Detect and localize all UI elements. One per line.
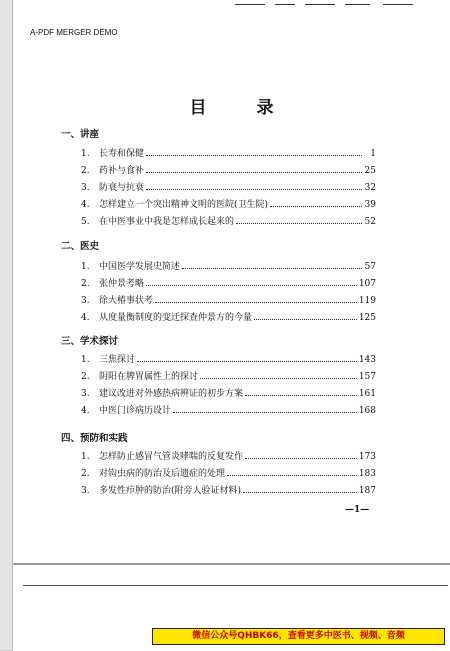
entry-number: 2. bbox=[81, 469, 90, 479]
entry-page: 57 bbox=[364, 262, 376, 272]
dot-leader bbox=[227, 475, 357, 476]
entry-page: 32 bbox=[364, 183, 376, 193]
dot-leader bbox=[182, 268, 362, 269]
entry-title: 从度量衡制度的变迁探查仲景方的今量 bbox=[99, 313, 253, 323]
toc-entry[interactable] bbox=[81, 466, 376, 479]
dot-leader bbox=[200, 378, 357, 379]
toc-entry[interactable] bbox=[81, 163, 376, 176]
entry-page: 161 bbox=[358, 389, 376, 399]
entry-number: 3. bbox=[81, 389, 90, 399]
promo-banner[interactable]: 微信公众号QHBK66，查看更多中医书、视频、音频 bbox=[152, 628, 445, 645]
next-page-rule bbox=[23, 585, 448, 586]
entry-page: 173 bbox=[358, 452, 376, 462]
viewer-left-edge bbox=[0, 0, 13, 650]
entry-page: 187 bbox=[358, 486, 376, 496]
entry-page: 125 bbox=[358, 313, 376, 323]
entry-title: 中国医学发展史简述 bbox=[99, 262, 181, 272]
entry-number: 4. bbox=[81, 200, 90, 210]
dot-leader bbox=[245, 458, 357, 459]
entry-title: 徐大椿事状考 bbox=[99, 296, 154, 306]
dot-leader bbox=[243, 492, 357, 493]
section-heading: 二、医史 bbox=[61, 241, 100, 252]
dot-leader bbox=[254, 319, 357, 320]
entry-page: 39 bbox=[364, 200, 376, 210]
top-rule bbox=[275, 4, 295, 5]
entry-number: 1. bbox=[81, 262, 90, 272]
entry-title: 怎样建立一个突出精神文明的医院(卫生院) bbox=[99, 200, 269, 210]
toc-entry[interactable] bbox=[81, 180, 376, 193]
entry-number: 5. bbox=[81, 217, 90, 227]
toc-entry[interactable] bbox=[81, 310, 376, 323]
dot-leader bbox=[146, 285, 357, 286]
entry-number: 3. bbox=[81, 486, 90, 496]
toc-entry[interactable] bbox=[81, 449, 376, 462]
toc-entry[interactable] bbox=[81, 352, 376, 365]
entry-number: 3. bbox=[81, 296, 90, 306]
dot-leader bbox=[146, 189, 362, 190]
dot-leader bbox=[146, 155, 362, 156]
entry-title: 在中医事业中我是怎样成长起来的 bbox=[99, 217, 235, 227]
entry-title: 药补与食补 bbox=[99, 166, 145, 176]
entry-title: 怎样防止感冒气管炎哮喘的反复发作 bbox=[99, 452, 244, 462]
entry-title: 长寿和保健 bbox=[99, 149, 145, 159]
entry-number: 1. bbox=[81, 355, 90, 365]
demo-watermark: A-PDF MERGER DEMO bbox=[30, 28, 118, 37]
section-heading: 一、讲座 bbox=[61, 129, 100, 140]
dot-leader bbox=[155, 302, 357, 303]
top-rule bbox=[305, 4, 335, 5]
entry-title: 阴阳在脾胃属性上的探讨 bbox=[99, 372, 199, 382]
entry-page: 157 bbox=[358, 372, 376, 382]
dot-leader bbox=[236, 223, 362, 224]
dot-leader bbox=[173, 412, 357, 413]
entry-page: 1 bbox=[370, 149, 376, 159]
entry-number: 1. bbox=[81, 149, 90, 159]
section-heading: 四、预防和实践 bbox=[61, 433, 128, 444]
entry-page: 168 bbox=[358, 406, 376, 416]
entry-title: 对钩虫病的防治及后遗症的处理 bbox=[99, 469, 226, 479]
entry-page: 143 bbox=[358, 355, 376, 365]
toc-entry[interactable] bbox=[81, 197, 376, 210]
toc-entry[interactable] bbox=[81, 146, 376, 159]
entry-title: 张仲景考略 bbox=[99, 279, 145, 289]
dot-leader bbox=[146, 172, 362, 173]
entry-title: 防衰与抗衰 bbox=[99, 183, 145, 193]
top-rule bbox=[235, 4, 265, 5]
dot-leader bbox=[137, 361, 357, 362]
entry-page: 183 bbox=[358, 469, 376, 479]
section-heading: 三、学术探讨 bbox=[61, 336, 119, 347]
toc-entry[interactable] bbox=[81, 276, 376, 289]
entry-title: 三焦探讨 bbox=[99, 355, 136, 365]
toc-entry[interactable] bbox=[81, 369, 376, 382]
entry-number: 2. bbox=[81, 166, 90, 176]
entry-page: 25 bbox=[364, 166, 376, 176]
toc-title: 目 录 bbox=[189, 98, 296, 118]
entry-title: 多发性疖肿的防治(附旁人验证材料) bbox=[99, 486, 242, 496]
entry-number: 4. bbox=[81, 406, 90, 416]
document-page bbox=[13, 0, 450, 563]
top-rule bbox=[345, 4, 370, 5]
entry-title: 中医门诊病历设计 bbox=[99, 406, 172, 416]
entry-number: 2. bbox=[81, 372, 90, 382]
dot-leader bbox=[245, 395, 357, 396]
entry-number: 1. bbox=[81, 452, 90, 462]
entry-title: 建议改进对外感热病辨证的初步方案 bbox=[99, 389, 244, 399]
toc-entry[interactable] bbox=[81, 403, 376, 416]
entry-page: 119 bbox=[358, 296, 376, 306]
toc-entry[interactable] bbox=[81, 483, 376, 496]
entry-number: 3. bbox=[81, 183, 90, 193]
toc-entry[interactable] bbox=[81, 214, 376, 227]
dot-leader bbox=[270, 206, 362, 207]
page-number: —1— bbox=[345, 505, 370, 515]
entry-number: 4. bbox=[81, 313, 90, 323]
top-rule bbox=[383, 4, 413, 5]
entry-number: 2. bbox=[81, 279, 90, 289]
toc-entry[interactable] bbox=[81, 259, 376, 272]
entry-page: 52 bbox=[364, 217, 376, 227]
toc-entry[interactable] bbox=[81, 293, 376, 306]
toc-entry[interactable] bbox=[81, 386, 376, 399]
entry-page: 107 bbox=[358, 279, 376, 289]
